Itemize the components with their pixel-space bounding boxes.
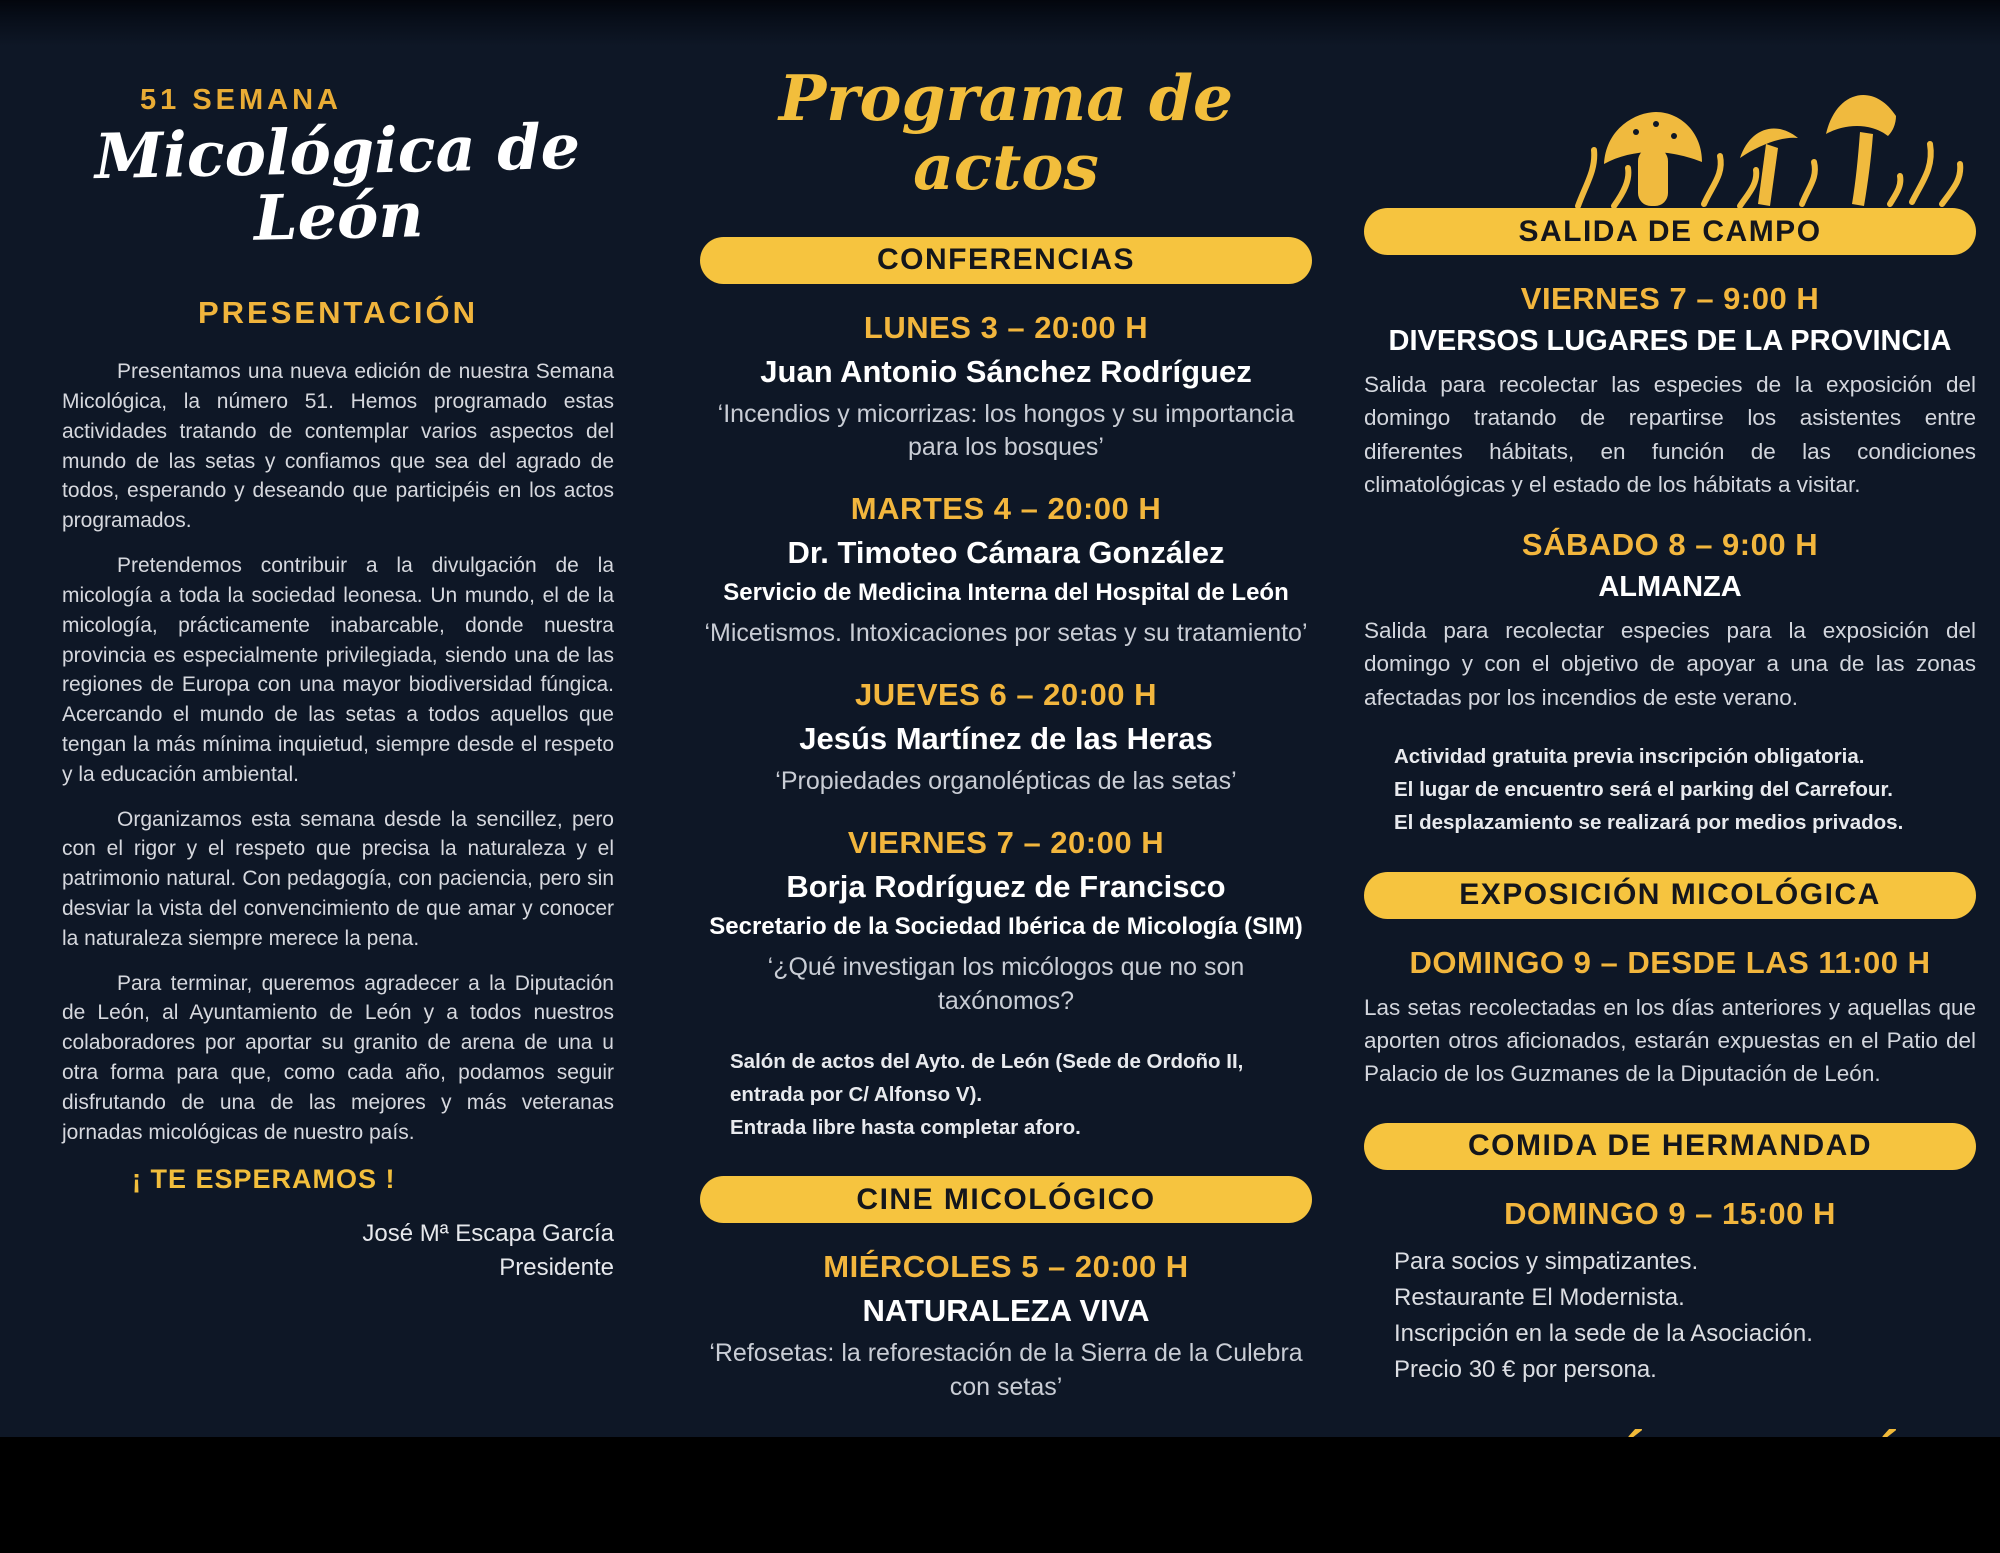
event-speaker-affiliation: Servicio de Medicina Interna del Hospital de León bbox=[723, 579, 1289, 607]
field-trip-2 bbox=[1364, 527, 1976, 714]
event-talk-title: ‘¿Qué investigan los micólogos que no son taxónomos? bbox=[767, 953, 1245, 1016]
exhibition-event bbox=[1364, 945, 1976, 1091]
event-film-title: NATURALEZA VIVA bbox=[862, 1293, 1150, 1329]
event-day: MIÉRCOLES 5 – 20:00 H bbox=[823, 1249, 1189, 1285]
presentation-paragraph: Presentamos una nueva edición de nuestra Semana Micológica, la número 51. Hemos programado estas actividades tratando de contemplar varios aspectos del mundo de las setas y confiamos que sea del agrado de todos, esperando y deseando que participéis en los actos programados. bbox=[62, 360, 614, 533]
note-line: El lugar de encuentro será el parking del Carrefour. bbox=[1394, 778, 1893, 802]
event-speaker: Borja Rodríguez de Francisco bbox=[786, 868, 1226, 904]
event-day: JUEVES 6 – 20:00 H bbox=[855, 677, 1157, 713]
event-description: Salida para recolectar especies para la exposición del domingo y con el objetivo de apoyar a una de las zonas afectadas por los incendios de este verano. bbox=[1364, 618, 1976, 710]
signature-name: José Mª Escapa García bbox=[362, 1219, 614, 1247]
event-speaker: Juan Antonio Sánchez Rodríguez bbox=[760, 353, 1252, 389]
field-trip-1 bbox=[1364, 281, 1976, 501]
presentation-paragraph: Organizamos esta semana desde la sencillez, pero con el rigor y el respeto que precisa la naturaleza y el patrimonio natural. Con pedagogía, con paciencia, pero sin desviar la vista del convencimiento de que amar y conocer la naturaleza siempre merece la pena. bbox=[62, 807, 614, 950]
event-conference-3 bbox=[700, 677, 1312, 799]
note-line: El desplazamiento se realizará por medios privados. bbox=[1394, 811, 1904, 835]
event-day: VIERNES 7 – 20:00 H bbox=[847, 824, 1165, 860]
program-panel bbox=[700, 61, 1312, 1553]
top-edge-shadow bbox=[0, 0, 2000, 46]
event-speaker: Jesús Martínez de las Heras bbox=[799, 721, 1213, 757]
event-location: ALMANZA bbox=[1598, 571, 1742, 604]
event-talk-title: ‘Micetismos. Intoxicaciones por setas y su tratamiento’ bbox=[704, 619, 1308, 648]
signature-role: Presidente bbox=[499, 1254, 614, 1282]
event-film-subtitle: ‘Refosetas: la reforestación de la Sierra de la Culebra con setas’ bbox=[709, 1339, 1303, 1402]
field-trip-notes bbox=[1364, 740, 1976, 840]
detail-line: Inscripción en la sede de la Asociación. bbox=[1394, 1319, 1813, 1347]
event-talk-title: ‘Incendios y micorrizas: los hongos y su importancia para los bosques’ bbox=[717, 399, 1295, 462]
logo-script-title: Micológica de León bbox=[93, 109, 581, 255]
event-talk-title: ‘Propiedades organolépticas de las setas’ bbox=[775, 767, 1237, 796]
section-banner-comida: COMIDA DE HERMANDAD bbox=[1364, 1123, 1976, 1170]
bottom-black-bar bbox=[0, 1437, 2000, 1553]
lunch-event bbox=[1364, 1196, 1976, 1388]
event-conference-1 bbox=[700, 310, 1312, 466]
mushrooms-icon bbox=[1544, 72, 1974, 208]
event-day: DOMINGO 9 – 15:00 H bbox=[1504, 1195, 1836, 1231]
detail-line: Para socios y simpatizantes. bbox=[1394, 1247, 1699, 1275]
venue-note-line: Salón de actos del Ayto. de León (Sede de Ordoño II, entrada por C/ Alfonso V). bbox=[730, 1049, 1244, 1107]
event-day: DOMINGO 9 – DESDE LAS 11:00 H bbox=[1409, 944, 1931, 980]
section-banner-conferencias: CONFERENCIAS bbox=[700, 237, 1312, 284]
event-conference-4 bbox=[700, 825, 1312, 1019]
detail-line: Precio 30 € por persona. bbox=[1394, 1355, 1657, 1383]
event-location: DIVERSOS LUGARES DE LA PROVINCIA bbox=[1388, 325, 1952, 357]
section-banner-salida: SALIDA DE CAMPO bbox=[1364, 208, 1976, 255]
venue-notes bbox=[700, 1045, 1312, 1145]
section-banner-exposicion: EXPOSICIÓN MICOLÓGICA bbox=[1364, 872, 1976, 919]
lunch-details bbox=[1364, 1244, 1976, 1388]
event-cine-1 bbox=[700, 1249, 1312, 1405]
event-description: Las setas recolectadas en los días anteriores y aquellas que aporten otros aficionados, estarán expuestas en el Patio del Palacio de los Guzmanes de la Diputación de León. bbox=[1364, 994, 1976, 1087]
detail-line: Restaurante El Modernista. bbox=[1394, 1283, 1685, 1311]
section-banner-cine: CINE MICOLÓGICO bbox=[700, 1176, 1312, 1223]
note-line: Actividad gratuita previa inscripción obligatoria. bbox=[1394, 745, 1865, 769]
event-speaker: Dr. Timoteo Cámara González bbox=[787, 535, 1225, 571]
activities-flow bbox=[1364, 60, 1976, 1542]
event-day: LUNES 3 – 20:00 H bbox=[863, 309, 1149, 345]
event-speaker-affiliation: Secretario de la Sociedad Ibérica de Micología (SIM) bbox=[709, 912, 1303, 940]
event-conference-2 bbox=[700, 491, 1312, 651]
cta-text: ¡ TE ESPERAMOS ! bbox=[132, 1163, 396, 1194]
presentation-paragraph: Pretendemos contribuir a la divulgación de la micología a toda la sociedad leonesa. Un mundo, el de la micología, prácticamente inabarcable, donde nuestra provincia es especialmente privilegiada, siendo una de las regiones de Europa con una mayor biodiversidad fúngica. Acercando el mundo de las setas a todos aquellos que tengan la más mínima inquietud, siempre desde el respeto y la educación ambiental. bbox=[62, 554, 614, 786]
event-description: Salida para recolectar las especies de la exposición del domingo tratando de repartirse los asistentes entre diferentes hábitats, en función de las condiciones climatológicas y el estado de los hábitats a visitar. bbox=[1364, 372, 1976, 497]
event-day: MARTES 4 – 20:00 H bbox=[850, 491, 1162, 527]
edition-kicker: 51 SEMANA bbox=[140, 84, 342, 116]
presentation-paragraph: Para terminar, queremos agradecer a la Diputación de León, al Ayuntamiento de León y a todos nuestros colaboradores por aportar su granito de arena de una u otra forma para que, como cada año, podamos seguir disfrutando de una de las mejores y más veteranas jornadas micológicas de nuestro país. bbox=[62, 971, 614, 1144]
event-day: VIERNES 7 – 9:00 H bbox=[1520, 281, 1820, 316]
signature-block bbox=[62, 1217, 614, 1287]
activities-panel bbox=[1364, 60, 1976, 1542]
left-panel bbox=[62, 76, 614, 1286]
venue-note-line: Entrada libre hasta completar aforo. bbox=[730, 1116, 1081, 1140]
event-day: SÁBADO 8 – 9:00 H bbox=[1521, 527, 1819, 563]
program-script-title: Programa de actos bbox=[778, 61, 1234, 205]
presentation-heading: PRESENTACIÓN bbox=[197, 295, 478, 331]
